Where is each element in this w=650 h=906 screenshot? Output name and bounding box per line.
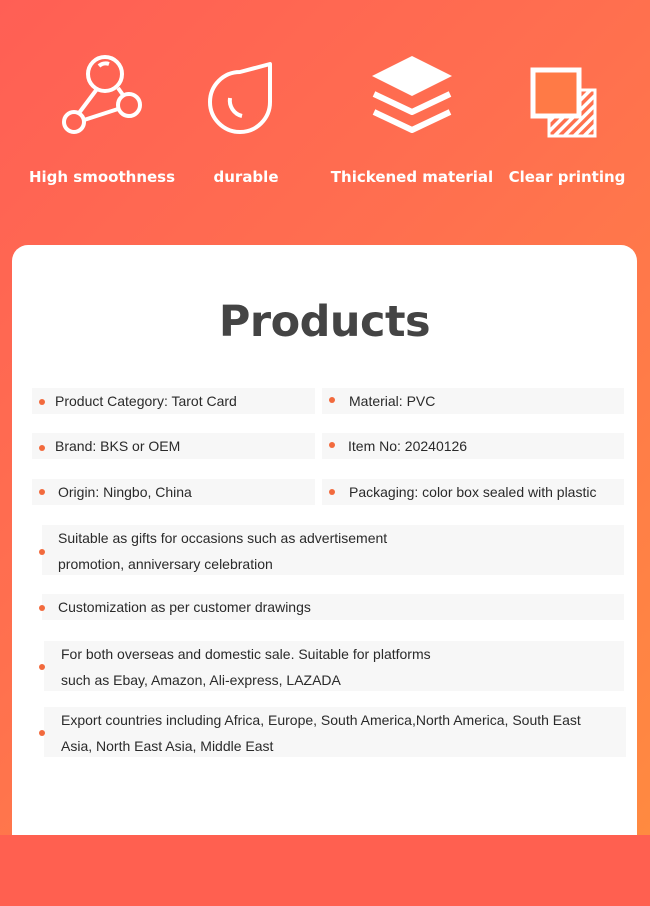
feature-label: Thickened material [330, 168, 494, 186]
water-drop-icon [208, 50, 284, 142]
detail-item: Export countries including Africa, Europe, South America,North America, South East Asia, North East Asia, Middle East [44, 707, 626, 757]
bullet-icon [39, 445, 45, 451]
products-card [12, 245, 637, 845]
bullet-icon [329, 442, 335, 448]
bullet-icon [39, 549, 45, 555]
layers-icon [340, 50, 484, 142]
spec-item: Material: PVC [322, 388, 624, 414]
feature-label: Clear printing [508, 168, 626, 186]
feature-label: High smoothness [28, 168, 176, 186]
bullet-icon [39, 664, 45, 670]
bullet-icon [39, 489, 45, 495]
spec-item: Packaging: color box sealed with plastic [322, 479, 624, 505]
detail-item: For both overseas and domestic sale. Suitable for platforms such as Ebay, Amazon, Ali-express, LAZADA [44, 641, 624, 691]
bullet-icon [39, 605, 45, 611]
overlap-squares-icon [516, 50, 618, 142]
detail-item: Customization as per customer drawings [42, 594, 624, 620]
detail-item: Suitable as gifts for occasions such as advertisement promotion, anniversary celebration [42, 525, 624, 575]
bullet-icon [329, 489, 335, 495]
molecule-icon [36, 50, 168, 142]
spec-item: Brand: BKS or OEM [32, 433, 315, 459]
section-title: Products [218, 297, 431, 347]
bottom-band [0, 835, 650, 906]
feature-label: durable [213, 168, 279, 186]
bullet-icon [39, 730, 45, 736]
spec-item: Item No: 20240126 [322, 433, 624, 459]
feature-strip [0, 0, 650, 245]
bullet-icon [329, 397, 335, 403]
bullet-icon [39, 399, 45, 405]
spec-item: Origin: Ningbo, China [32, 479, 315, 505]
spec-item: Product Category: Tarot Card [32, 388, 315, 414]
